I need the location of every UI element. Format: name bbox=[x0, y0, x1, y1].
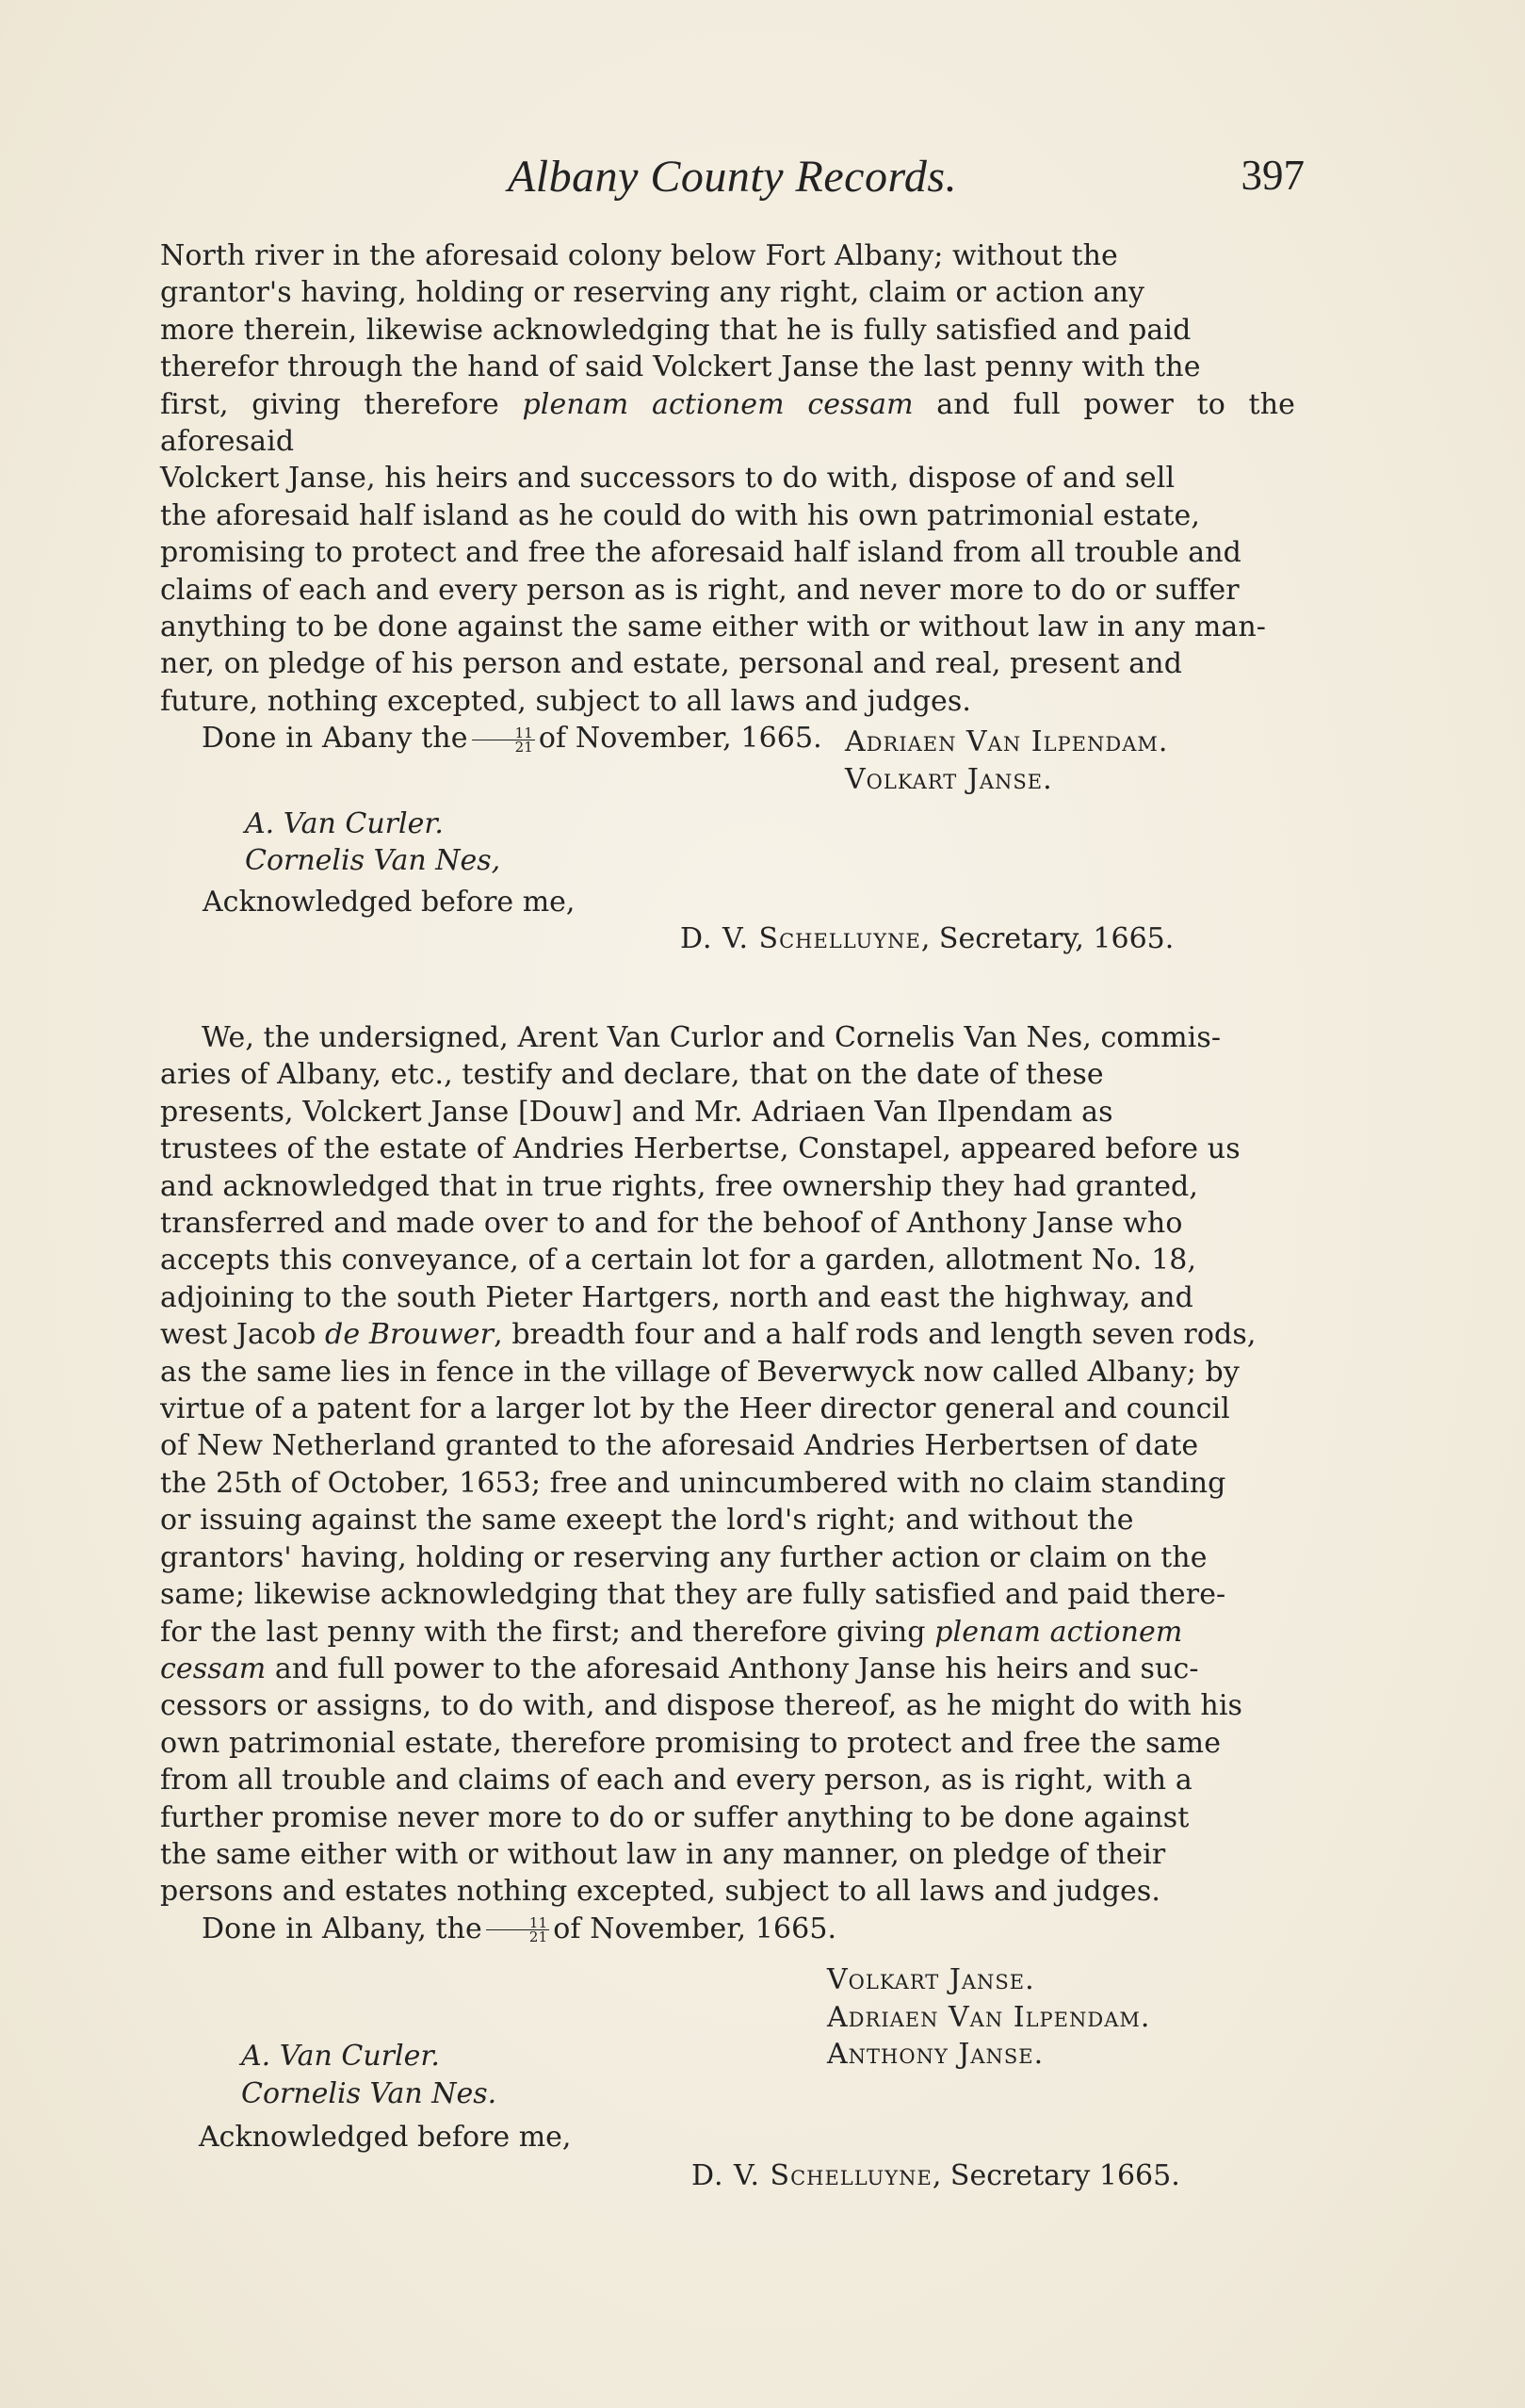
text-run: , Secretary 1665. bbox=[932, 2159, 1180, 2192]
text-line: therefor through the hand of said Volckert Janse the last penny with the bbox=[160, 350, 1201, 384]
text-line: anything to be done against the same either with or without law in any man- bbox=[160, 610, 1267, 644]
text-line bbox=[160, 1614, 1295, 1651]
date-fraction bbox=[472, 726, 535, 754]
text-line bbox=[160, 1651, 1295, 1687]
text-line: persons and estates nothing excepted, subject to all laws and judges. bbox=[160, 1875, 1161, 1909]
text-line: own patrimonial estate, therefore promising to protect and free the same bbox=[160, 1726, 1222, 1760]
text-line: presents, Volckert Janse [Douw] and Mr. Adriaen Van Ilpendam as bbox=[160, 1095, 1113, 1129]
secretary-signature bbox=[680, 920, 1174, 957]
text-line: grantor's having, holding or reserving any right, claim or action any bbox=[160, 276, 1145, 310]
grantor-signature: Volkart Janse. bbox=[845, 763, 1053, 796]
text-line: accepts this conveyance, of a certain lot for a garden, allotment No. 18, bbox=[160, 1244, 1197, 1277]
text-run: , breadth four and a half rods and length seven rods, bbox=[494, 1318, 1257, 1352]
text-line: of New Netherland granted to the aforesaid Andries Herbertsen of date bbox=[160, 1429, 1199, 1463]
fraction-numerator: 11 bbox=[472, 726, 535, 740]
text-line: North river in the aforesaid colony below Fort Albany; without the bbox=[160, 239, 1118, 272]
witness-signature: A. Van Curler. bbox=[245, 807, 444, 840]
text-run: Done in Abany the bbox=[202, 722, 468, 756]
text-line: and acknowledged that in true rights, free ownership they had granted, bbox=[160, 1169, 1198, 1203]
text-line bbox=[160, 1316, 1295, 1353]
text-line: as the same lies in fence in the village of Beverwyck now called Albany; by bbox=[160, 1355, 1240, 1389]
text-run: , Secretary, 1665. bbox=[920, 922, 1175, 955]
secretary-signature bbox=[691, 2157, 1180, 2194]
grantor-signature: Adriaen Van Ilpendam. bbox=[827, 2001, 1151, 2034]
name-italic: de Brouwer bbox=[325, 1318, 495, 1352]
latin-phrase: plenam actionem bbox=[934, 1615, 1183, 1649]
text-line: future, nothing excepted, subject to all laws and judges. bbox=[160, 684, 971, 718]
deed-1-text bbox=[160, 237, 1295, 757]
done-line bbox=[160, 1911, 1295, 1947]
text-run: of November, 1665. bbox=[538, 722, 822, 756]
fraction-denominator: 21 bbox=[514, 738, 533, 756]
secretary-name: D. V. Schelluyne bbox=[680, 922, 921, 955]
text-run: and full power to the aforesaid bbox=[160, 387, 1295, 459]
secretary-name: D. V. Schelluyne bbox=[691, 2159, 933, 2192]
latin-phrase: plenam actionem cessam bbox=[522, 387, 914, 421]
text-line: claims of each and every person as is right, and never more to do or suffer bbox=[160, 573, 1240, 607]
text-line: adjoining to the south Pieter Hartgers, north and east the highway, and bbox=[160, 1280, 1193, 1314]
text-run: for the last penny with the first; and therefore giving bbox=[160, 1615, 926, 1649]
grantor-signature: Adriaen Van Ilpendam. bbox=[845, 725, 1169, 758]
page-number: 397 bbox=[1241, 152, 1305, 199]
acknowledgement: Acknowledged before me, bbox=[199, 2121, 572, 2154]
text-line: the 25th of October, 1653; free and unincumbered with no claim standing bbox=[160, 1466, 1226, 1500]
text-line: promising to protect and free the aforesaid half island from all trouble and bbox=[160, 536, 1241, 570]
date-fraction bbox=[486, 1916, 549, 1944]
text-line: grantors' having, holding or reserving any further action or claim on the bbox=[160, 1540, 1208, 1574]
text-line: trustees of the estate of Andries Herbertse, Constapel, appeared before us bbox=[160, 1132, 1241, 1166]
text-run: Done in Albany, the bbox=[202, 1912, 482, 1945]
text-line: same; likewise acknowledging that they are fully satisfied and paid there- bbox=[160, 1578, 1226, 1612]
latin-phrase: cessam bbox=[160, 1651, 267, 1685]
text-line: Volckert Janse, his heirs and successors to do with, dispose of and sell bbox=[160, 462, 1176, 496]
acknowledgement: Acknowledged before me, bbox=[203, 886, 576, 919]
fraction-numerator: 11 bbox=[486, 1916, 549, 1930]
witness-signature: Cornelis Van Nes, bbox=[245, 844, 501, 877]
text-line: We, the undersigned, Arent Van Curlor and Cornelis Van Nes, commis- bbox=[202, 1021, 1222, 1054]
text-line: the same either with or without law in any manner, on pledge of their bbox=[160, 1837, 1166, 1871]
page-header bbox=[160, 151, 1305, 207]
deed-2-text bbox=[160, 1019, 1295, 1947]
text-line: ner, on pledge of his person and estate, personal and real, present and bbox=[160, 647, 1183, 681]
text-run: first, giving therefore bbox=[160, 387, 523, 421]
running-title: Albany County Records. bbox=[507, 152, 958, 202]
text-line: cessors or assigns, to do with, and dispose thereof, as he might do with his bbox=[160, 1689, 1243, 1723]
text-line: or issuing against the same exeept the lord's right; and without the bbox=[160, 1504, 1134, 1538]
text-line: further promise never more to do or suffer anything to be done against bbox=[160, 1800, 1190, 1834]
grantor-signature: Anthony Janse. bbox=[827, 2038, 1045, 2071]
text-line: transferred and made over to and for the behoof of Anthony Janse who bbox=[160, 1207, 1183, 1241]
text-run: and full power to the aforesaid Anthony Janse his heirs and suc- bbox=[266, 1651, 1199, 1685]
grantor-signature: Volkart Janse. bbox=[827, 1963, 1035, 1996]
text-line: virtue of a patent for a larger lot by the Heer director general and council bbox=[160, 1392, 1230, 1426]
text-line: from all trouble and claims of each and every person, as is right, with a bbox=[160, 1764, 1192, 1798]
text-run: west Jacob bbox=[160, 1318, 326, 1352]
text-line: more therein, likewise acknowledging that he is fully satisfied and paid bbox=[160, 313, 1192, 347]
witness-signature: Cornelis Van Nes. bbox=[241, 2077, 497, 2110]
witness-signature: A. Van Curler. bbox=[241, 2040, 440, 2073]
text-run: of November, 1665. bbox=[553, 1912, 837, 1945]
text-line bbox=[160, 386, 1295, 461]
text-line: the aforesaid half island as he could do with his own patrimonial estate, bbox=[160, 498, 1201, 532]
fraction-denominator: 21 bbox=[528, 1928, 548, 1946]
text-line: aries of Albany, etc., testify and declare, that on the date of these bbox=[160, 1058, 1104, 1092]
